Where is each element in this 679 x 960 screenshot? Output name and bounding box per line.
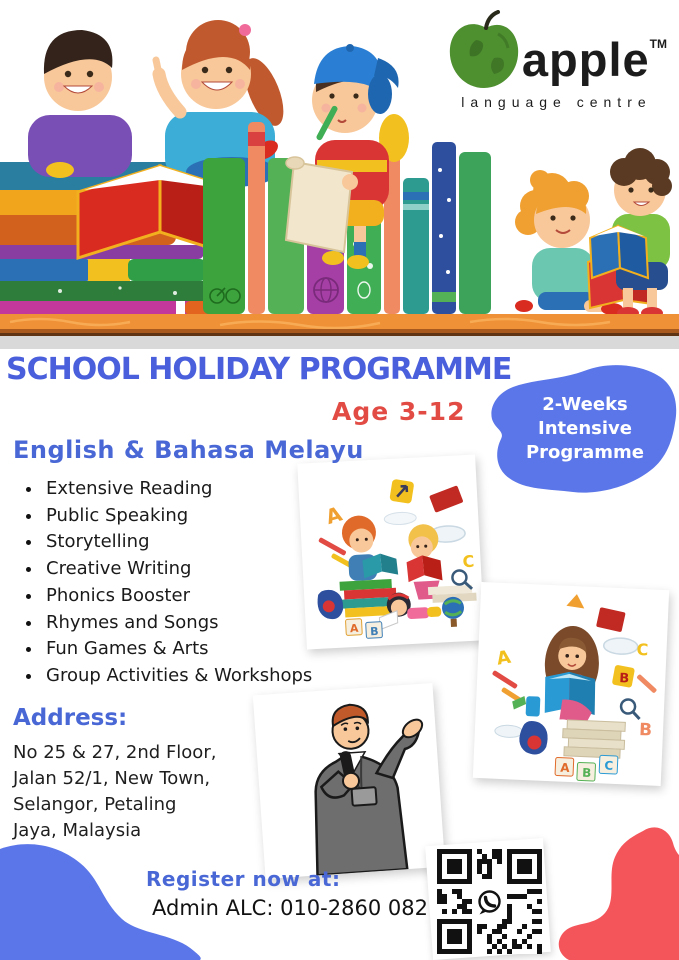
activities-list	[22, 476, 312, 690]
girl-reading-card	[473, 582, 669, 786]
block-letter-a: A	[560, 760, 570, 776]
block-letter-c: C	[604, 758, 614, 773]
page-title: SCHOOL HOLIDAY PROGRAMME	[6, 352, 512, 387]
wooden-shelf	[0, 314, 679, 349]
badge-line-3: Programme	[525, 442, 645, 463]
badge-line-1: 2-Weeks	[542, 394, 628, 415]
list-item: Group Activities & Workshops	[22, 663, 312, 690]
contact-phone: Admin ALC: 010-2860 082	[152, 896, 428, 920]
address-line: Jalan 52/1, New Town,	[13, 768, 211, 789]
brand-name: apple	[521, 33, 650, 86]
block-letter-b: B	[581, 765, 592, 780]
brand-logo	[446, 10, 667, 110]
man-with-microphone-illustration	[253, 683, 445, 879]
list-item: Public Speaking	[22, 503, 312, 530]
list-item: Creative Writing	[22, 556, 312, 583]
block-letter-a: A	[349, 621, 359, 636]
floating-letter-c: C	[462, 551, 475, 572]
girl-reading-illustration	[473, 582, 669, 786]
address-line: No 25 & 27, 2nd Floor,	[13, 742, 217, 763]
floating-letter-b: B	[618, 671, 630, 687]
speaker-card	[253, 683, 445, 879]
address-text	[13, 740, 216, 844]
kids-reading-card	[297, 454, 484, 649]
bottom-right-blob-shape	[557, 825, 679, 960]
badge-line-2: Intensive	[538, 418, 632, 439]
floating-letter-c: C	[636, 639, 649, 660]
three-kids-reading-illustration	[297, 454, 484, 649]
floating-letter-b2: B	[638, 720, 653, 741]
floating-letter-a: A	[322, 501, 345, 530]
whatsapp-icon	[476, 888, 503, 915]
list-item: Fun Games & Arts	[22, 636, 312, 663]
list-item: Extensive Reading	[22, 476, 312, 503]
subjects-heading: English & Bahasa Melayu	[13, 436, 364, 464]
list-item: Storytelling	[22, 529, 312, 556]
list-item: Rhymes and Songs	[22, 610, 312, 637]
address-line: Selangor, Petaling	[13, 794, 177, 815]
register-heading: Register now at:	[146, 867, 341, 891]
brand-tagline: language centre	[461, 94, 652, 110]
intensive-programme-badge	[502, 393, 668, 465]
apple-logo-icon	[446, 10, 522, 92]
trademark-symbol: TM	[649, 37, 667, 51]
address-line: Jaya, Malaysia	[13, 820, 142, 841]
whatsapp-qr-code	[437, 849, 542, 954]
age-range: Age 3-12	[332, 397, 466, 426]
floating-letter-a: A	[495, 646, 513, 670]
list-item: Phonics Booster	[22, 583, 312, 610]
qr-code-block	[429, 842, 551, 960]
block-letter-b: B	[369, 624, 379, 639]
address-heading: Address:	[13, 705, 128, 731]
